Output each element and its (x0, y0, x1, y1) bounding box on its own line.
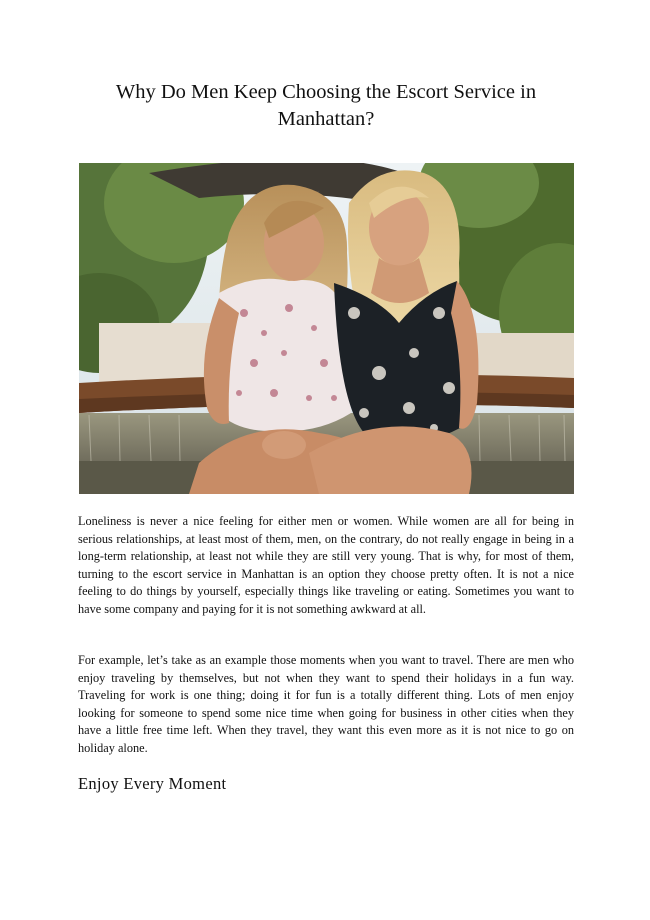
photo-illustration (79, 163, 574, 494)
body-paragraph-1: Loneliness is never a nice feeling for either men or women. While women are all for being in serious relationships, at least most of them, men, on the contrary, do not really engage in being in a long-term relationship, at least not while they are still very young. That is why, for most of them, turning to the escort service in Manhattan is an option they choose pretty often. It is not a nice feeling to do things by yourself, especially things like traveling or eating. Sometimes you want to have some company and paying for it is not something awkward at all. (78, 514, 574, 616)
document-title: Why Do Men Keep Choosing the Escort Service in Manhattan? (115, 81, 537, 130)
section-heading: Enjoy Every Moment (78, 774, 227, 793)
article-photo (79, 163, 574, 494)
body-paragraph-2: For example, let’s take as an example those moments when you want to travel. There are men who enjoy traveling by themselves, but not when they want to spend their holidays in a fun way. Traveling for work is one thing; doing it for fun is a totally different thing. Lots of men enjoy looking for someone to spend some nice time when going for business in other cities when they have a little free time left. When they travel, they want this even more as it is not nice to go on holiday alone. (78, 653, 574, 755)
